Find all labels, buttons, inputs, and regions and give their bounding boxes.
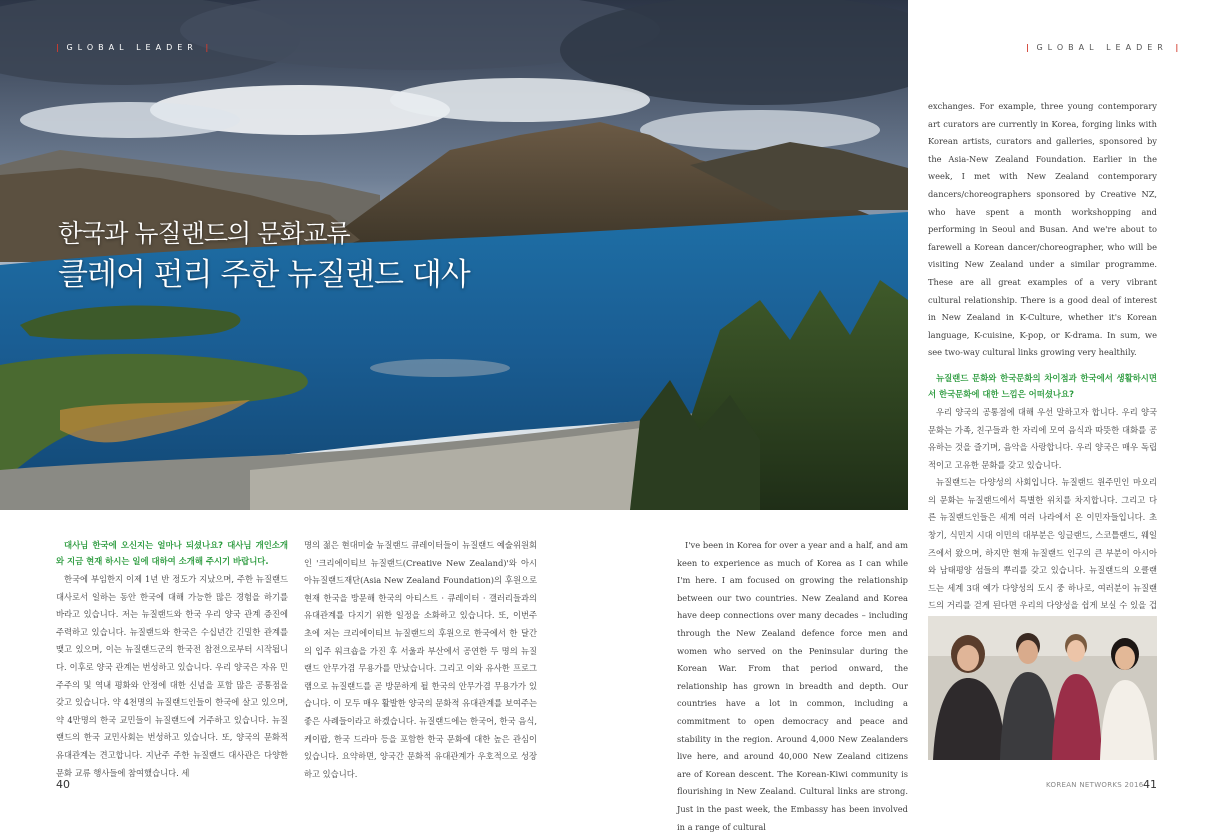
korean-answer-2-part2: 뉴질랜드는 다양성의 사회입니다. 뉴질랜드 원주민인 마오리의 문화는 뉴질랜드에서 특별한 위치를 차지합니다. 그리고 다른 뉴질랜드인들은 세계 여러 나라에서 온 이민자들입니다. 초창기, 식민지 시대 이민의 대부분은 잉글랜드, 스코틀랜드, 웨일즈에서 왔으며, 하지만 현재 뉴질랜드 인구의 큰 부분이 아시아와 남태평양 섬들의 뿌리를 갖고 있습니다. 뉴질랜드의 오클랜드는 세계 3대 예가 다양성의 도시 중 하나로, 여러분이 뉴질랜드의 거리를 걷게 된다면 우리의 다양성을 쉽게 보실 수 있을 겁 (928, 477, 1157, 611)
english-column-1 (677, 537, 908, 836)
header-label: GLOBAL LEADER (66, 43, 198, 52)
korean-answer-1-continued: 명의 젊은 현대미술 뉴질랜드 큐레이터들이 뉴질랜드 예술위원회인 '크리에이티브 뉴질랜드(Creative New Zealand)'와 아시아뉴질랜드재단(Asia New Zealand Foundation)의 후원으로 현재 한국을 방문해 한국의 아티스트 · 큐레이터 · 갤러리들과의 유대관계를 다지기 위한 일정을 소화하고 있습니다. 또, 이번주 초에 저는 크리에이티브 뉴질랜드의 후원으로 한국에서 한 달간의 입주 워크숍을 가진 후 서울과 부산에서 공연한 두 명의 뉴질랜드 안무가겸 무용가를 만났습니다. 그리고 이와 유사한 프로그램으로 뉴질랜드를 곧 방문하게 될 한국의 안무가겸 무용가가 있습니다. 이 모두 매우 활발한 양국의 문화적 유대관계를 보여주는 좋은 사례들이라고 하겠습니다. 뉴질랜드에는 한국어, 한국 음식, 케이팝, 한국 드라마 등을 포함한 한국 문화에 대한 높은 관심이 있습니다. 요약하면, 양국간 문화적 유대관계가 우호적으로 성장하고 있습니다. (304, 540, 537, 779)
english-answer-1-continued: exchanges. For example, three young contemporary art curators are currently in Korea, forging links with Korean artists, curators and galleries, sponsored by the Asia-New Zealand Foundation. Earlier in the week, I met with New Zealand contemporary dancers/choreographers sponsored by Creative NZ, who have spent a month workshopping and performing in Seoul and Busan. And we're about to farewell a Korean dancer/choreographer, who will be visiting New Zealand under a similar programme. These are all great examples of a very vibrant cultural relationship. There is a good deal of interest in New Zealand in K-Culture, whether it's Korean language, K-cuisine, K-pop, or K-drama. In sum, we see two-way cultural links growing very healthily. (928, 101, 1157, 358)
korean-answer-1: 한국에 부임한지 이제 1년 반 정도가 지났으며, 주한 뉴질랜드대사로서 일하는 동안 한국에 대해 가능한 많은 경험을 하기를 바라고 있습니다. 저는 뉴질랜드와 한국 우리 양국 관계 증진에 주력하고 있습니다. 뉴질랜드와 한국은 수십년간 긴밀한 관계를 맺고 있으며, 이는 뉴질랜드군의 한국전 참전으로부터 시작됩니다. 이후로 양국 관계는 번성하고 있습니다. 우리 양국은 자유 민주주의 및 역내 평화와 안정에 대한 신념을 포함 많은 공통점을 갖고 있습니다. 약 4천명의 뉴질랜드인들이 한국에 살고 있으며, 약 4만명의 한국 교민들이 뉴질랜드에 거주하고 있습니다. 뉴질랜드의 한국 교민사회는 번성하고 있습니다. 또, 양국의 문화적 유대관계는 견고합니다. 지난주 주한 뉴질랜드 대사관은 다양한 문화 교류 행사들에 참여했습니다. 세 (56, 574, 288, 778)
header-bar: | (205, 43, 209, 52)
page-number-right: 41 (1143, 778, 1157, 791)
korean-answer-2-part1: 우리 양국의 공통점에 대해 우선 말하고자 합니다. 우리 양국 문화는 가족, 친구들과 한 자리에 모여 음식과 따뜻한 대화를 공유하는 것을 즐기며, 음악을 사랑합니다. 우리 양국은 매우 독립적이고 고유한 문화를 갖고 있습니다. (928, 406, 1157, 470)
section-header-right (1026, 43, 1178, 52)
header-bar: | (56, 43, 59, 52)
header-bar: | (1026, 43, 1029, 52)
publication-name: KOREAN NETWORKS 2016 (1046, 781, 1144, 789)
section-header-left (56, 43, 208, 52)
header-label: GLOBAL LEADER (1036, 43, 1168, 52)
group-photo (928, 616, 1157, 760)
article-title-line2: 클레어 펀리 주한 뉴질랜드 대사 (58, 257, 470, 293)
page-number-left: 40 (56, 778, 70, 791)
header-bar: | (1175, 43, 1179, 52)
question-2-korean: 뉴질랜드 문화와 한국문화의 차이점과 한국에서 생활하시면서 한국문화에 대한 느낌은 어떠셨나요? (928, 372, 1157, 399)
article-title-line1: 한국과 뉴질랜드의 문화교류 (58, 219, 350, 248)
korean-column-1 (56, 537, 288, 782)
korean-column-2 (304, 537, 537, 783)
question-1-korean: 대사님 한국에 오신지는 얼마나 되셨나요? 대사님 개인소개와 지금 현재 하시는 일에 대하여 소개해 주시기 바랍니다. (56, 540, 288, 566)
english-answer-1: I've been in Korea for over a year and a half, and am keen to experience as much of Korea as I can while I'm here. I am focused on growing the relationship between our two countries. New Zealand and Korea have deep connections over many decades – including through the New Zealand defence force men and women who served on the Peninsular during the Korean War. From that period onward, the relationship has grown in breadth and depth. Our countries have a lot in common, including a commitment to open democracy and peace and stability in the region. Around 4,000 New Zealanders live here, and around 40,000 New Zealand citizens are of Korean descent. The Korean-Kiwi community is flourishing in New Zealand. Cultural links are strong. Just in the past week, the Embassy has been involved in a range of cultural (677, 540, 908, 832)
